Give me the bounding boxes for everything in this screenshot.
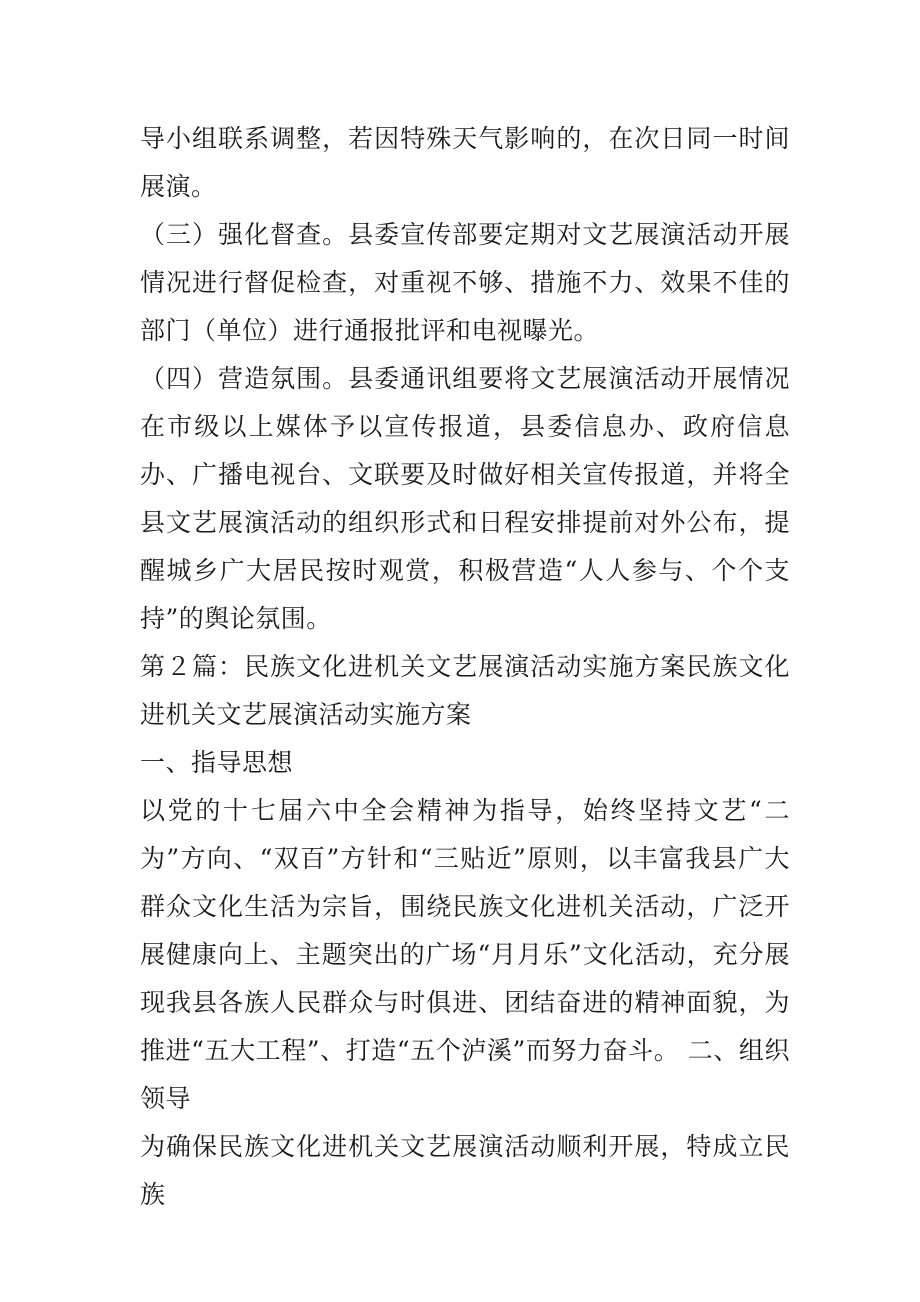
document-body [140,115,790,1219]
paragraph-weather-adjustment: 导小组联系调整，若因特殊天气影响的，在次日同一时间展演。 [140,124,790,201]
paragraph-atmosphere: （四）营造氛围。县委通讯组要将文艺展演活动开展情况在市级以上媒体予以宣传报道，县委信息办、政府信息办、广播电视台、文联要及时做好相关宣传报道，并将全县文艺展演活动的组织形式和日程安排提前对外公布，提醒城乡广大居民按时观赏，积极营造“人人参与、个个支持”的舆论氛围。 [140,364,790,633]
section-title-part-2: 第２篇：民族文化进机关文艺展演活动实施方案民族文化进机关文艺展演活动实施方案 [140,652,790,729]
paragraph-guiding-ideology: 以党的十七届六中全会精神为指导，始终坚持文艺“二为”方向、“双百”方针和“三贴近”原则，以丰富我县广大群众文化生活为宗旨，围绕民族文化进机关活动，广泛开展健康向上、主题突出的广场“月月乐”文化活动，充分展现我县各族人民群众与时俱进、团结奋进的精神面貌，为推进“五大工程”、打造“五个泸溪”而努力奋斗。 二、组织领导 [140,796,790,1113]
heading-guiding-ideology: 一、指导思想 [140,748,294,777]
paragraph-supervision: （三）强化督查。县委宣传部要定期对文艺展演活动开展情况进行督促检查，对重视不够、措施不力、效果不佳的部门（单位）进行通报批评和电视曝光。 [140,220,790,345]
paragraph-organization: 为确保民族文化进机关文艺展演活动顺利开展，特成立民族 [140,1132,790,1209]
